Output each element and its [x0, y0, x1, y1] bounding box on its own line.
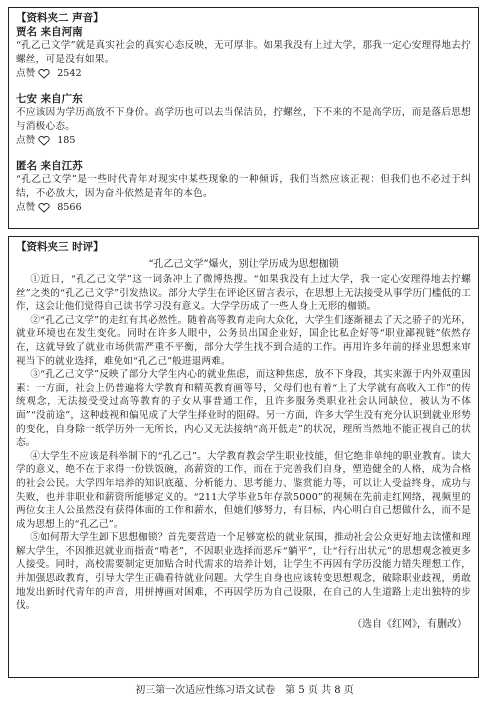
heart-icon	[37, 203, 51, 213]
article-paragraph: ⑤如何帮大学生卸下思想枷锁？首先要营造一个足够宽松的就业氛围，推动社会公众更好地去读懂和理解大学生，不因推迟就业而指责“啃老”，不因职业选择而恶斥“躺平”，让“行行出状元”的思想观念被更多人接受。同时，高校需要制定更加贴合时代需求的培养计划，让学生不再因有学历没能力错失理想工作，并加强思政教育，引导大学生正确看待就业问题。大学生自身也应该转变思想观念，破除职业歧视，勇敢地发出新时代青年的声音，用拼搏画对困难，不再因学历为自己设限，在自己的人生道路上走出独特的步伐。	[16, 532, 471, 612]
like-count	[16, 67, 471, 81]
material-folder-3	[8, 236, 479, 678]
like-count	[16, 134, 471, 148]
commenter-name: 匿名 来自江苏	[16, 160, 83, 172]
comment-text: 不应该因为学历高放不下身价。高学历也可以去当保洁员，拧螺丝，下不来的不是高学历，而是落后思想与消极心态。	[16, 107, 471, 132]
like-label: 点赞	[16, 68, 36, 79]
article-source: （选自《红网》，有删改）	[352, 618, 467, 630]
comment-text: “孔乙己文学”是一些时代青年对现实中某些现象的一种倾诉，我们当然应该正视：但我们也不必过于纠结，不必放大，因为奋斗依然是青年的本色。	[16, 174, 471, 199]
section-heading: 【资料夹三 时评】	[16, 241, 104, 253]
heart-icon	[37, 136, 51, 146]
article-paragraph: ④大学生不应该是科举制下的“孔乙己”。大学教育教会学生职业技能，但它绝非单纯的职业教育。读大学的意义，绝不在于求得一份铁饭碗，高薪资的工作，而在于完善我们自身，塑造健全的人格，成为合格的社会公民。大学四年培养的知识底蕴、分析能力、思考能力、鉴赏能力等，可以让人受益终身，成功与失败，也并非职业和薪资所能够定义的。“211大学毕业5年存款5000”的视频在先前走红网络，视频里的两位女主人公虽然没有获得体面的工作和薪水，但她们够努力，有目标，内心明白自己想做什么，而不是成为思想上的“孔乙己”。	[16, 450, 471, 530]
commenter-name: 七安 来自广东	[16, 93, 83, 105]
comment-1	[16, 25, 471, 81]
comment-text: “孔乙己文学”就是真实社会的真实心态反映，无可厚非。如果我没有上过大学，那我一定心安理得地去拧螺丝，可是没有如果。	[16, 40, 471, 65]
article-title: “孔乙己文学”爆火，别让学历成为思想枷锁	[148, 259, 339, 270]
like-label: 点赞	[16, 202, 36, 213]
commenter-name: 贾名 来自河南	[16, 26, 83, 38]
material-folder-2	[8, 7, 479, 229]
like-number: 2542	[57, 68, 82, 79]
article-paragraph: ①近日，“孔乙己文学”这一词条冲上了微博热搜。“如果我没有上过大学，我一定心安理得地去拧螺丝”之类的“孔乙己文学”引发热议。部分大学生在评论区留言表示，在思想上无法接受从事学历门槛低的工作，这会让他们觉得自己读书学习没有意义。大学学历成了一些人身上无形的枷锁。	[16, 274, 471, 313]
article-paragraph: ③“孔乙己文学”反映了部分大学生内心的就业焦虑，而这种焦虑，放不下身段，其实来源于内外双重因素：一方面，社会上仍普遍将大学教育和精英教育画等号，父母们也有着“上了大学就有高收入工作”的传统观念，无法接受受过高等教育的子女从事普通工作，且许多服务类职业社会认同缺位，被认为不体面”“没前途”，这种歧视和偏见成了大学生择业时的阻碍。另一方面，许多大学生没有充分认识到就业形势的变化，自身除一纸学历外一无所长，内心又无法接纳“高开低走”的状况，理所当然地不能正视自己的状态。	[16, 369, 471, 449]
like-number: 8566	[57, 202, 82, 213]
like-count	[16, 201, 471, 215]
heart-icon	[37, 69, 51, 79]
comment-3	[16, 159, 471, 215]
article-paragraph: ②“孔乙己文学”的走红有其必然性。随着高等教育走向大众化，大学生们逐渐褪去了天之骄子的光环，就业环境也在发生变化。同时在许多人眼中，公务员出国企业好，国企比私企好等“职业鄙视链”依然存在，这就导致了就业市场供需严重不平衡，部分大学生找不到合适的工作。再用许多年前的择业思想来审视当下的就业选择，难免如“孔乙己”般进退两难。	[16, 314, 471, 367]
page-footer: 初三第一次适应性练习语文试卷 第 5 页 共 8 页	[135, 685, 354, 696]
section-heading: 【资料夹二 声音】	[16, 12, 104, 24]
like-label: 点赞	[16, 135, 36, 146]
comment-2	[16, 92, 471, 148]
like-number: 185	[57, 135, 76, 146]
